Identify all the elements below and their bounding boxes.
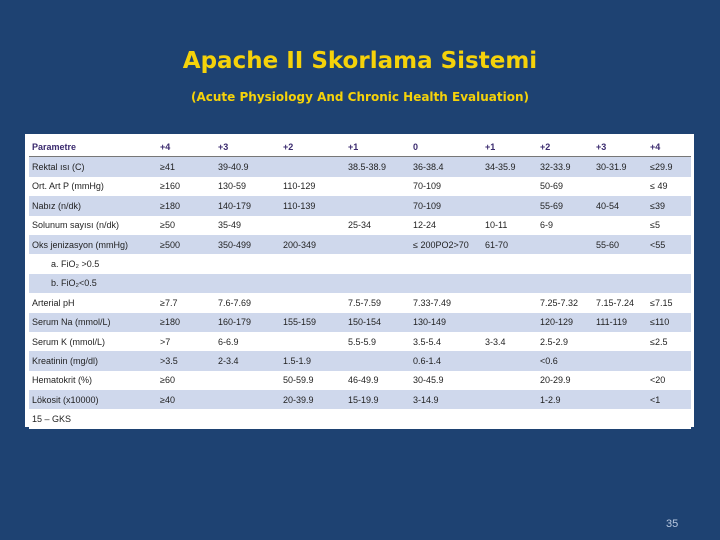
- column-header: +2: [280, 137, 345, 157]
- table-cell: [482, 196, 537, 215]
- table-cell: 15-19.9: [345, 390, 410, 409]
- table-cell: 5.5-5.9: [345, 332, 410, 351]
- table-row: [29, 390, 691, 409]
- table-cell: 35-49: [215, 216, 280, 235]
- row-label: Rektal ısı (C): [29, 157, 157, 177]
- column-header: 0: [410, 137, 482, 157]
- table-cell: 3-14.9: [410, 390, 482, 409]
- table-cell: [280, 293, 345, 312]
- table-cell: [280, 274, 345, 293]
- table-cell: 61-70: [482, 235, 537, 254]
- table-cell: [345, 254, 410, 273]
- table-cell: 350-499: [215, 235, 280, 254]
- table-cell: <20: [647, 371, 691, 390]
- table-cell: [157, 254, 215, 273]
- table-cell: 0.6-1.4: [410, 351, 482, 370]
- table-cell: [482, 409, 537, 428]
- table-cell: 46-49.9: [345, 371, 410, 390]
- slide-title: Apache II Skorlama Sistemi: [182, 48, 538, 74]
- row-label: Ort. Art P (mmHg): [29, 177, 157, 196]
- table-row: [29, 351, 691, 370]
- table-cell: [482, 390, 537, 409]
- table-cell: 130-149: [410, 313, 482, 332]
- table-cell: [647, 409, 691, 428]
- table-cell: ≥180: [157, 313, 215, 332]
- table-cell: 130-59: [215, 177, 280, 196]
- table-cell: [410, 254, 482, 273]
- table-cell: ≥180: [157, 196, 215, 215]
- table-cell: 110-129: [280, 177, 345, 196]
- table-cell: ≤29.9: [647, 157, 691, 177]
- table-cell: [593, 177, 647, 196]
- table-cell: 7.33-7.49: [410, 293, 482, 312]
- table-cell: [482, 371, 537, 390]
- row-label: Nabız (n/dk): [29, 196, 157, 215]
- table-cell: 70-109: [410, 177, 482, 196]
- table-cell: 2.5-2.9: [537, 332, 593, 351]
- table-cell: ≤5: [647, 216, 691, 235]
- table-row: [29, 371, 691, 390]
- table-cell: [482, 274, 537, 293]
- table-cell: [345, 177, 410, 196]
- table-cell: 7.5-7.59: [345, 293, 410, 312]
- table-cell: <0.6: [537, 351, 593, 370]
- table-cell: ≤39: [647, 196, 691, 215]
- table-cell: 39-40.9: [215, 157, 280, 177]
- table-cell: [410, 409, 482, 428]
- table-cell: 150-154: [345, 313, 410, 332]
- table-cell: 25-34: [345, 216, 410, 235]
- table-cell: [482, 313, 537, 332]
- table-cell: ≥40: [157, 390, 215, 409]
- table-cell: [345, 274, 410, 293]
- table-cell: [410, 274, 482, 293]
- table-cell: 7.25-7.32: [537, 293, 593, 312]
- table-cell: [593, 390, 647, 409]
- table-cell: 40-54: [593, 196, 647, 215]
- column-header: +3: [215, 137, 280, 157]
- table-cell: ≥160: [157, 177, 215, 196]
- table-cell: ≤ 49: [647, 177, 691, 196]
- row-label: 15 – GKS: [29, 409, 157, 428]
- column-header: +4: [157, 137, 215, 157]
- table-cell: [593, 351, 647, 370]
- table-cell: [482, 351, 537, 370]
- column-header: +1: [482, 137, 537, 157]
- table-cell: 30-45.9: [410, 371, 482, 390]
- table-cell: ≥41: [157, 157, 215, 177]
- row-label: Lökosit (x10000): [29, 390, 157, 409]
- table-cell: [647, 274, 691, 293]
- table-cell: [537, 254, 593, 273]
- table-cell: 120-129: [537, 313, 593, 332]
- column-header: +4: [647, 137, 691, 157]
- table-cell: [345, 351, 410, 370]
- table-row: [29, 313, 691, 332]
- table-cell: [215, 274, 280, 293]
- table-cell: 70-109: [410, 196, 482, 215]
- table-cell: ≥50: [157, 216, 215, 235]
- table-cell: 55-69: [537, 196, 593, 215]
- table-cell: [482, 293, 537, 312]
- table-cell: [215, 371, 280, 390]
- table-cell: 6-9: [537, 216, 593, 235]
- table-cell: 3-3.4: [482, 332, 537, 351]
- table-cell: [215, 409, 280, 428]
- row-label: Hematokrit (%): [29, 371, 157, 390]
- table-cell: [215, 254, 280, 273]
- table-cell: 7.15-7.24: [593, 293, 647, 312]
- table-cell: 2-3.4: [215, 351, 280, 370]
- page-number: 35: [666, 518, 679, 530]
- table-cell: [537, 235, 593, 254]
- column-header: +1: [345, 137, 410, 157]
- table-cell: [482, 254, 537, 273]
- table-cell: [280, 409, 345, 428]
- column-header: Parametre: [29, 137, 157, 157]
- table-cell: [280, 157, 345, 177]
- table-cell: 38.5-38.9: [345, 157, 410, 177]
- table-cell: [280, 332, 345, 351]
- table-row: [29, 216, 691, 235]
- table-panel: [25, 134, 694, 427]
- table-cell: [157, 409, 215, 428]
- table-cell: [280, 254, 345, 273]
- table-cell: [593, 409, 647, 428]
- table-cell: <1: [647, 390, 691, 409]
- row-label: Oks jenizasyon (mmHg): [29, 235, 157, 254]
- table-row: [29, 254, 691, 273]
- table-cell: 36-38.4: [410, 157, 482, 177]
- table-row: [29, 196, 691, 215]
- table-cell: ≤ 200PO2>70: [410, 235, 482, 254]
- table-cell: ≥7.7: [157, 293, 215, 312]
- table-cell: ≥60: [157, 371, 215, 390]
- table-cell: [593, 371, 647, 390]
- table-cell: 1.5-1.9: [280, 351, 345, 370]
- row-label: a. FiO₂ >0.5: [29, 254, 157, 273]
- table-cell: 20-29.9: [537, 371, 593, 390]
- table-cell: [537, 274, 593, 293]
- table-row: [29, 293, 691, 312]
- row-label: Kreatinin (mg/dl): [29, 351, 157, 370]
- table-row: [29, 235, 691, 254]
- table-cell: 155-159: [280, 313, 345, 332]
- row-label: b. FiO₂<0.5: [29, 274, 157, 293]
- table-cell: [647, 351, 691, 370]
- table-cell: 200-349: [280, 235, 345, 254]
- table-row: [29, 177, 691, 196]
- table-cell: [537, 409, 593, 428]
- table-cell: 111-119: [593, 313, 647, 332]
- table-cell: [345, 196, 410, 215]
- table-cell: 110-139: [280, 196, 345, 215]
- table-cell: [280, 216, 345, 235]
- row-label: Serum Na (mmol/L): [29, 313, 157, 332]
- table-cell: 50-59.9: [280, 371, 345, 390]
- apache-score-table: [29, 137, 691, 429]
- row-label: Serum K (mmol/L): [29, 332, 157, 351]
- table-cell: 12-24: [410, 216, 482, 235]
- table-row: [29, 332, 691, 351]
- table-cell: 55-60: [593, 235, 647, 254]
- table-cell: [345, 235, 410, 254]
- table-cell: 1-2.9: [537, 390, 593, 409]
- row-label: Arterial pH: [29, 293, 157, 312]
- table-cell: [215, 390, 280, 409]
- table-cell: 140-179: [215, 196, 280, 215]
- table-cell: [482, 177, 537, 196]
- table-cell: ≥500: [157, 235, 215, 254]
- table-cell: [157, 274, 215, 293]
- table-body: [29, 157, 691, 429]
- table-cell: <55: [647, 235, 691, 254]
- table-header-row: [29, 137, 691, 157]
- table-cell: 7.6-7.69: [215, 293, 280, 312]
- table-cell: [647, 254, 691, 273]
- table-cell: [345, 409, 410, 428]
- table-cell: ≤7.15: [647, 293, 691, 312]
- column-header: +2: [537, 137, 593, 157]
- table-row: [29, 409, 691, 428]
- table-cell: >7: [157, 332, 215, 351]
- table-cell: ≤110: [647, 313, 691, 332]
- table-cell: 32-33.9: [537, 157, 593, 177]
- table-cell: [593, 254, 647, 273]
- table-cell: 34-35.9: [482, 157, 537, 177]
- table-cell: [593, 274, 647, 293]
- table-cell: >3.5: [157, 351, 215, 370]
- slide-subtitle: (Acute Physiology And Chronic Health Evaluation): [191, 90, 529, 104]
- table-cell: [593, 216, 647, 235]
- table-cell: 160-179: [215, 313, 280, 332]
- table-cell: 3.5-5.4: [410, 332, 482, 351]
- table-cell: 10-11: [482, 216, 537, 235]
- table-row: [29, 157, 691, 177]
- table-cell: 30-31.9: [593, 157, 647, 177]
- column-header: +3: [593, 137, 647, 157]
- table-cell: 20-39.9: [280, 390, 345, 409]
- table-cell: ≤2.5: [647, 332, 691, 351]
- row-label: Solunum sayısı (n/dk): [29, 216, 157, 235]
- table-cell: [593, 332, 647, 351]
- table-cell: 6-6.9: [215, 332, 280, 351]
- table-row: [29, 274, 691, 293]
- table-cell: 50-69: [537, 177, 593, 196]
